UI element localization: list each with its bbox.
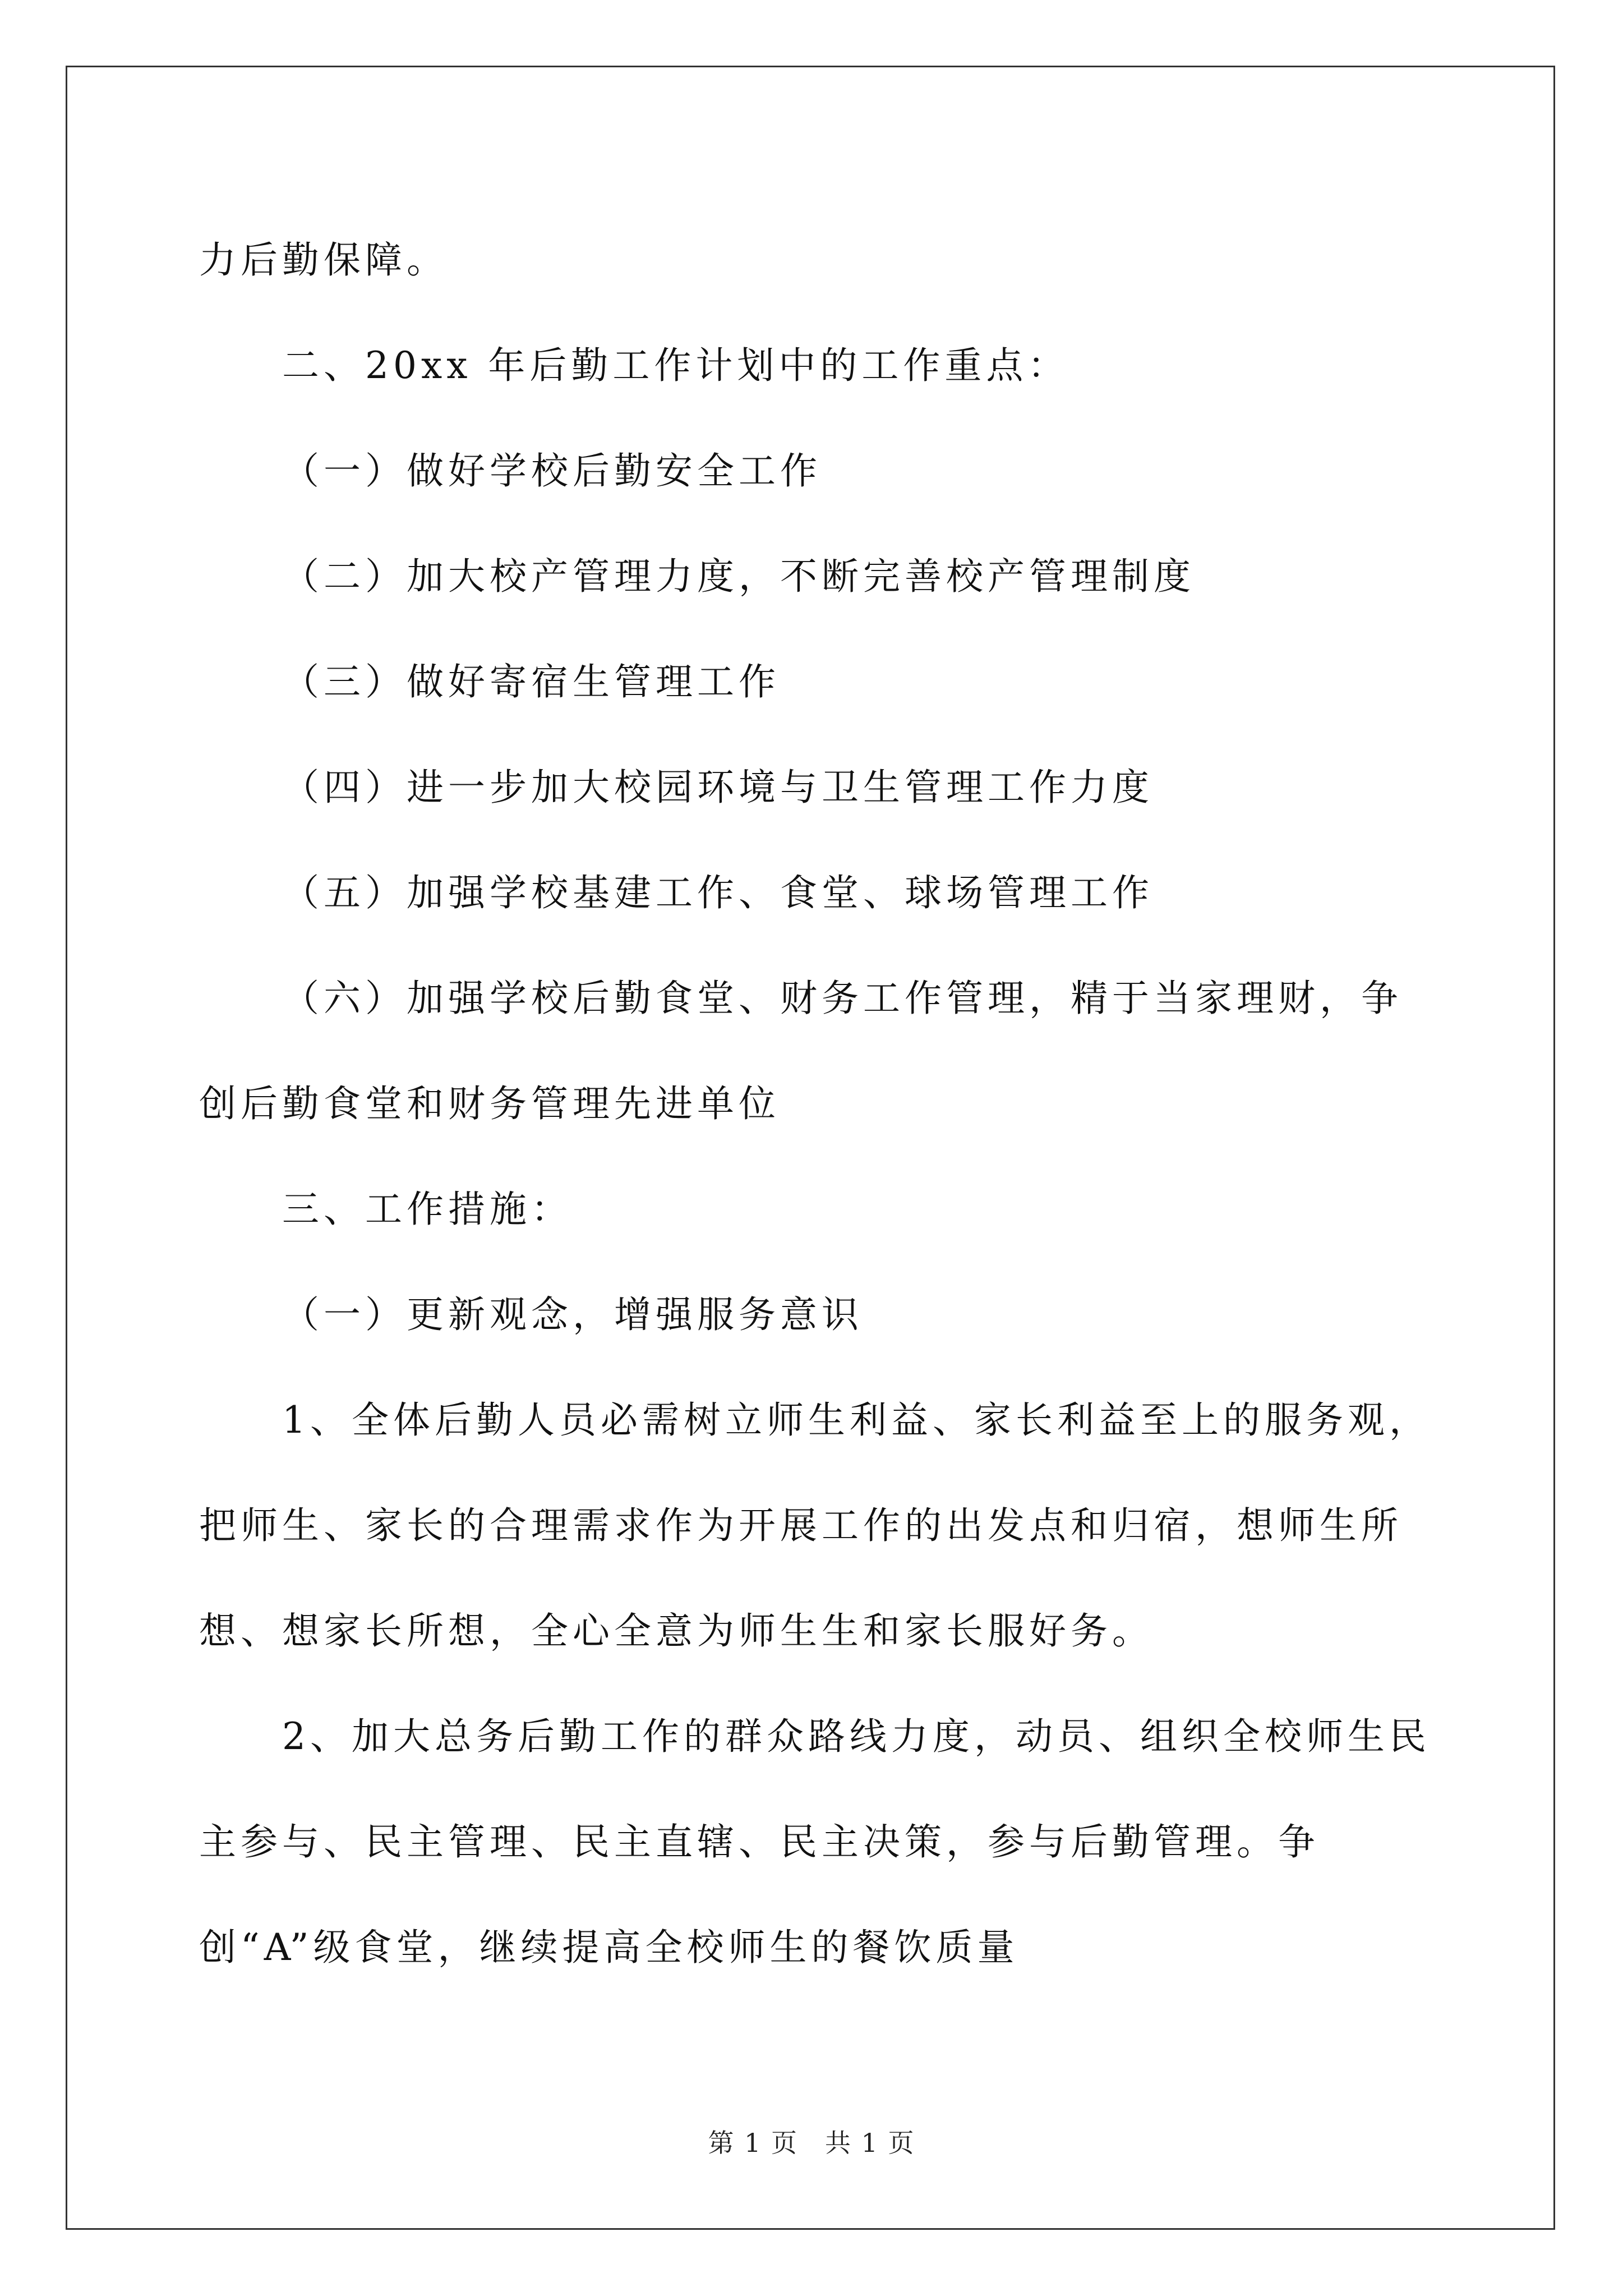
section-heading-work-focus: 二、20xx 年后勤工作计划中的工作重点： bbox=[282, 344, 1069, 387]
subsection-heading-measure-1: （一）更新观念，增强服务意识 bbox=[282, 1293, 863, 1336]
list-item-focus-4: （四）进一步加大校园环境与卫生管理工作力度 bbox=[282, 766, 1154, 809]
list-item-focus-5: （五）加强学校基建工作、食堂、球场管理工作 bbox=[282, 871, 1154, 914]
list-item-focus-3: （三）做好寄宿生管理工作 bbox=[282, 660, 780, 703]
paragraph-continuation: 力后勤保障。 bbox=[199, 238, 448, 282]
list-item-focus-2: （二）加大校产管理力度，不断完善校产管理制度 bbox=[282, 555, 1195, 598]
list-item-focus-1: （一）做好学校后勤安全工作 bbox=[282, 449, 822, 493]
list-item-focus-6: （六）加强学校后勤食堂、财务工作管理，精于当家理财，争创后勤食堂和财务管理先进单位 bbox=[199, 977, 1403, 1125]
section-heading-measures: 三、工作措施： bbox=[282, 1188, 573, 1231]
document-body bbox=[199, 208, 1433, 2000]
paragraph-measure-1-2: 2、加大总务后勤工作的群众路线力度，动员、组织全校师生民主参与、民主管理、民主直辖、民主决策，参与后勤管理。争创“A”级食堂，继续提高全校师生的餐饮质量 bbox=[199, 1715, 1431, 1969]
page-footer: 第 1 页 共 1 页 bbox=[708, 2128, 915, 2158]
paragraph-measure-1-1: 1、全体后勤人员必需树立师生利益、家长利益至上的服务观，把师生、家长的合理需求作为开展工作的出发点和归宿，想师生所想、想家长所想，全心全意为师生生和家长服好务。 bbox=[199, 1398, 1431, 1653]
